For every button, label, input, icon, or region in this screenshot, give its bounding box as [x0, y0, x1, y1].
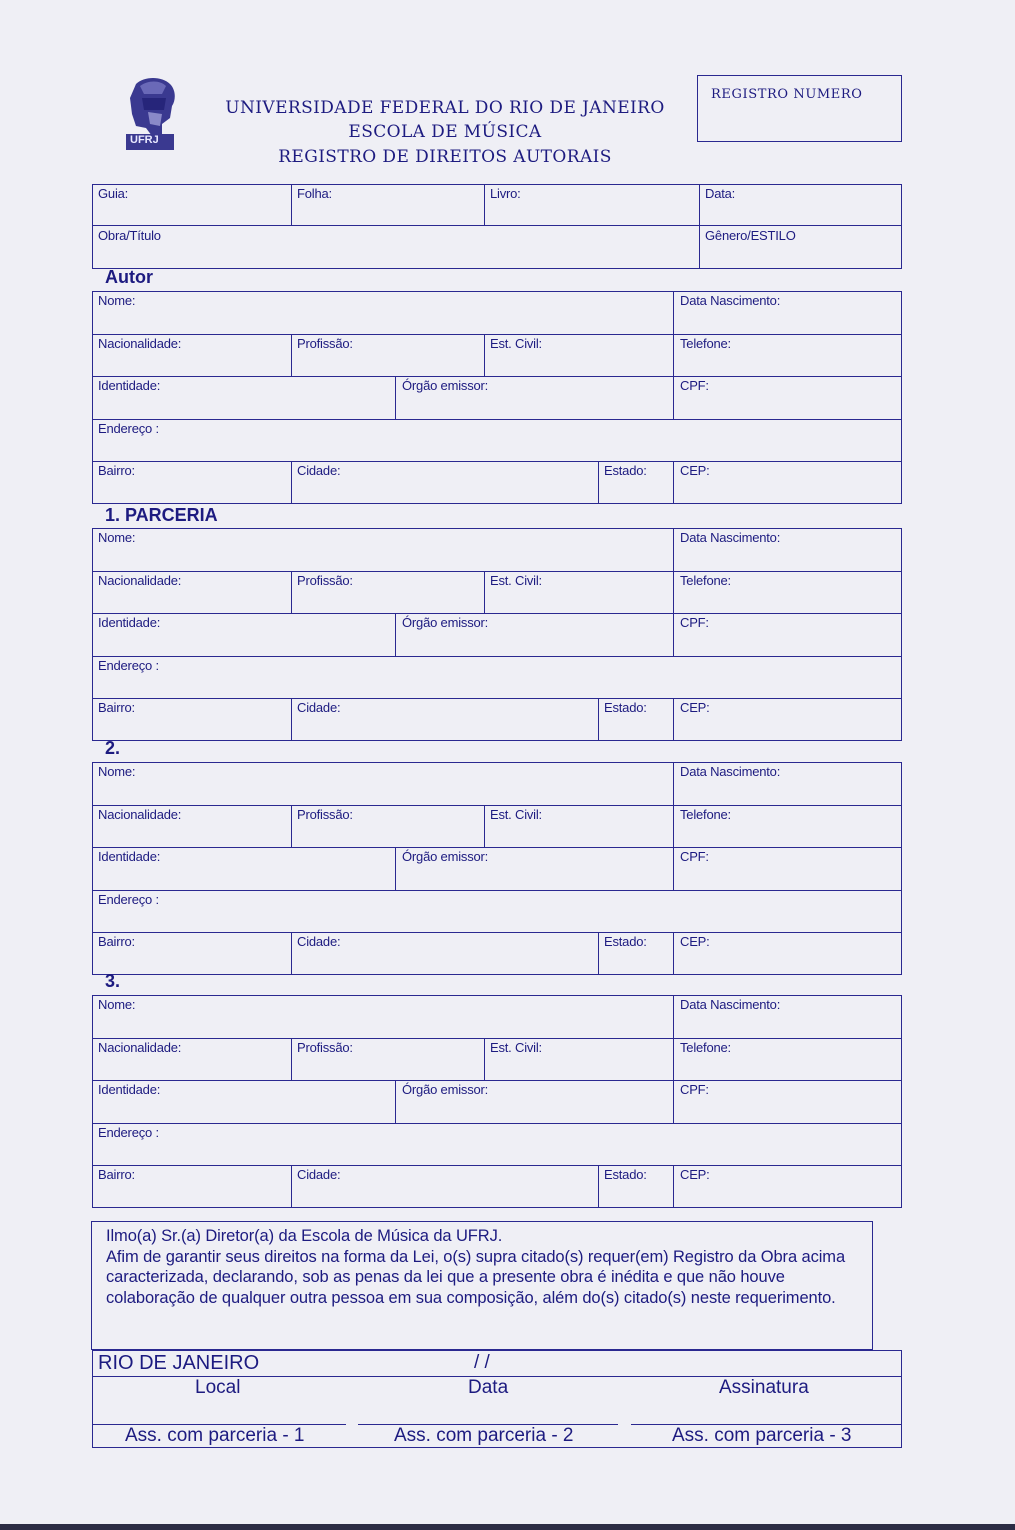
profissao-field[interactable]: Profissão: [297, 335, 353, 351]
guia-field[interactable]: Guia: [98, 186, 129, 201]
telefone-field[interactable]: Telefone: [680, 572, 731, 588]
identidade-field[interactable]: Identidade: [98, 849, 161, 864]
cep-field[interactable]: CEP: [680, 1167, 710, 1182]
nacionalidade-field[interactable]: Nacionalidade: [98, 1039, 182, 1055]
bairro-field[interactable]: Bairro: [98, 463, 135, 478]
parceria-1-signature[interactable]: Ass. com parceria - 1 [125, 1425, 305, 1446]
identidade-field[interactable]: Identidade: [98, 615, 161, 630]
person-box [92, 291, 902, 504]
nome-field[interactable]: Nome: [98, 997, 136, 1012]
nome-field[interactable]: Nome: [98, 764, 136, 779]
declaration-box [91, 1221, 873, 1350]
nacionalidade-field[interactable]: Nacionalidade: [98, 335, 182, 351]
endereco-field[interactable]: Endereço : [98, 891, 159, 907]
profissao-field[interactable]: Profissão: [297, 572, 353, 588]
person-box [92, 528, 902, 741]
est-civil-field[interactable]: Est. Civil: [490, 572, 542, 588]
estado-field[interactable]: Estado: [604, 1167, 647, 1182]
genero-estilo-field[interactable]: Gênero/ESTILO [705, 228, 796, 243]
telefone-field[interactable]: Telefone: [680, 1039, 731, 1055]
section-title: 1. PARCERIA [105, 505, 218, 525]
declaration-text [106, 1226, 866, 1308]
folha-field[interactable]: Folha: [297, 186, 332, 201]
data-nascimento-field[interactable]: Data Nascimento: [680, 997, 781, 1012]
bottom-border [0, 1524, 1015, 1530]
header-school: ESCOLA DE MÚSICA [348, 122, 542, 142]
header-university: UNIVERSIDADE FEDERAL DO RIO DE JANEIRO [225, 98, 665, 118]
telefone-field[interactable]: Telefone: [680, 806, 731, 822]
declaration-greeting: Ilmo(a) Sr.(a) Diretor(a) da Escola de Música da UFRJ. [106, 1227, 503, 1245]
cep-field[interactable]: CEP: [680, 463, 710, 478]
cep-field[interactable]: CEP: [680, 700, 710, 715]
cidade-field[interactable]: Cidade: [297, 1167, 341, 1182]
est-civil-field[interactable]: Est. Civil: [490, 335, 542, 351]
cidade-field[interactable]: Cidade: [297, 934, 341, 949]
local-label: Local [195, 1377, 241, 1398]
data-nascimento-field[interactable]: Data Nascimento: [680, 293, 781, 308]
cep-field[interactable]: CEP: [680, 934, 710, 949]
bairro-field[interactable]: Bairro: [98, 934, 135, 949]
estado-field[interactable]: Estado: [604, 463, 647, 478]
orgao-emissor-field[interactable]: Órgão emissor: [402, 615, 489, 630]
profissao-field[interactable]: Profissão: [297, 806, 353, 822]
registro-numero-label: REGISTRO NUMERO [711, 87, 863, 102]
cidade-field[interactable]: Cidade: [297, 700, 341, 715]
city-field[interactable]: RIO DE JANEIRO [98, 1352, 260, 1374]
section-title: 2. [105, 738, 121, 758]
bairro-field[interactable]: Bairro: [98, 1167, 135, 1182]
cpf-field[interactable]: CPF: [680, 849, 709, 864]
identidade-field[interactable]: Identidade: [98, 1082, 161, 1097]
cidade-field[interactable]: Cidade: [297, 463, 341, 478]
orgao-emissor-field[interactable]: Órgão emissor: [402, 1082, 489, 1097]
parceria-2-signature[interactable]: Ass. com parceria - 2 [394, 1425, 574, 1446]
est-civil-field[interactable]: Est. Civil: [490, 1039, 542, 1055]
assinatura-label: Assinatura [719, 1377, 809, 1398]
cpf-field[interactable]: CPF: [680, 615, 709, 630]
orgao-emissor-field[interactable]: Órgão emissor: [402, 378, 489, 393]
profissao-field[interactable]: Profissão: [297, 1039, 353, 1055]
telefone-field[interactable]: Telefone: [680, 335, 731, 351]
date-slashes[interactable]: / / [474, 1352, 490, 1373]
data-label: Data [468, 1377, 509, 1398]
declaration-body: Afim de garantir seus direitos na forma da Lei, o(s) supra citado(s) requer(em) Registro da Obra acima caracterizada, declarando, sob as penas da lei que a presente obra é inédita e que não houve colaboração de qualquer outra pessoa em sua composição, além do(s) citado(s) neste requerimento. [106, 1247, 846, 1307]
livro-field[interactable]: Livro: [490, 186, 521, 201]
header-title: REGISTRO DE DIREITOS AUTORAIS [278, 147, 612, 167]
endereco-field[interactable]: Endereço : [98, 1124, 159, 1140]
est-civil-field[interactable]: Est. Civil: [490, 806, 542, 822]
nacionalidade-field[interactable]: Nacionalidade: [98, 806, 182, 822]
bairro-field[interactable]: Bairro: [98, 700, 135, 715]
data-field[interactable]: Data: [705, 186, 736, 201]
endereco-field[interactable]: Endereço : [98, 420, 159, 436]
nacionalidade-field[interactable]: Nacionalidade: [98, 572, 182, 588]
endereco-field[interactable]: Endereço : [98, 657, 159, 673]
logo-text: UFRJ [130, 134, 159, 146]
cpf-field[interactable]: CPF: [680, 1082, 709, 1097]
cpf-field[interactable]: CPF: [680, 378, 709, 393]
identidade-field[interactable]: Identidade: [98, 378, 161, 393]
data-nascimento-field[interactable]: Data Nascimento: [680, 530, 781, 545]
obra-titulo-field[interactable]: Obra/Título [98, 228, 161, 243]
nome-field[interactable]: Nome: [98, 293, 136, 308]
parceria-3-signature[interactable]: Ass. com parceria - 3 [672, 1425, 852, 1446]
nome-field[interactable]: Nome: [98, 530, 136, 545]
registro-numero-box[interactable] [697, 75, 902, 142]
section-title: 3. [105, 971, 121, 991]
section-title: Autor [105, 267, 153, 287]
estado-field[interactable]: Estado: [604, 700, 647, 715]
orgao-emissor-field[interactable]: Órgão emissor: [402, 849, 489, 864]
person-box [92, 995, 902, 1208]
person-box [92, 762, 902, 975]
data-nascimento-field[interactable]: Data Nascimento: [680, 764, 781, 779]
estado-field[interactable]: Estado: [604, 934, 647, 949]
